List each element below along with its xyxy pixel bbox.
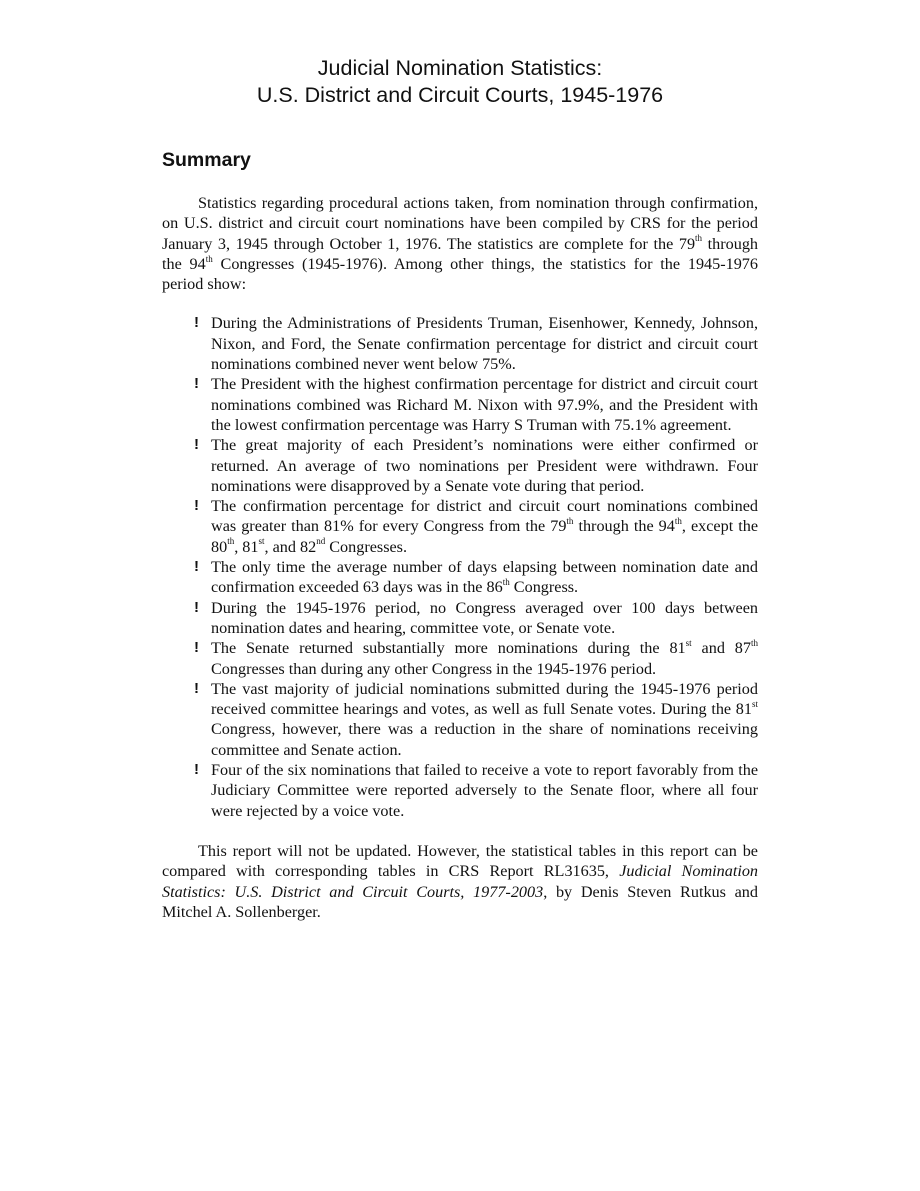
finding-text: The Senate returned substantially more nominations during the 81	[211, 639, 686, 658]
summary-intro-paragraph	[162, 193, 758, 294]
ordinal-suffix: th	[674, 516, 682, 527]
finding-text: During the 1945-1976 period, no Congress averaged over 100 days between nomination dates and hearing, committee vote, or Senate vote.	[211, 598, 758, 637]
exclamation-bullet-icon: !	[194, 598, 199, 616]
finding-text: The great majority of each President’s nominations were either confirmed or returned. An average of two nominations per President were withdrawn. Four nominations were disapproved by a Senate vote during that period.	[211, 436, 758, 495]
intro-text-2: through the 94	[162, 234, 759, 273]
exclamation-bullet-icon: !	[194, 375, 199, 393]
ordinal-suffix: st	[258, 536, 265, 547]
exclamation-bullet-icon: !	[194, 679, 199, 697]
finding-text: The confirmation percentage for district and circuit court nominations combined was greater than 81% for every Congress from the 79	[211, 497, 758, 536]
related-report-title: Judicial Nomination Statistics: U.S. District and Circuit Courts, 1977-2003	[162, 862, 759, 901]
findings-list	[162, 313, 758, 820]
intro-ordinal-2: th	[205, 253, 213, 264]
list-item	[162, 496, 758, 557]
report-page	[162, 55, 758, 922]
list-item	[162, 598, 758, 639]
closing-paragraph	[162, 841, 758, 922]
closing-text-1: This report will not be updated. However, the statistical tables in this report can be compared with corresponding tables in CRS Report RL31635,	[162, 841, 758, 881]
finding-text: Congresses.	[325, 537, 408, 556]
ordinal-suffix: th	[566, 516, 574, 527]
title-line-2: U.S. District and Circuit Courts, 1945-1976	[256, 83, 664, 107]
list-item	[162, 313, 758, 374]
exclamation-bullet-icon: !	[194, 761, 199, 779]
summary-heading: Summary	[162, 149, 251, 171]
finding-text: and 87	[691, 639, 751, 658]
ordinal-suffix: th	[750, 637, 758, 648]
list-item	[162, 679, 758, 760]
exclamation-bullet-icon: !	[194, 436, 199, 454]
exclamation-bullet-icon: !	[194, 639, 199, 657]
finding-text: Congress.	[509, 578, 579, 597]
exclamation-bullet-icon: !	[194, 497, 199, 515]
finding-text: through the 94	[573, 517, 675, 536]
finding-text: , except the 80	[211, 517, 758, 556]
finding-text: Congresses than during any other Congress in the 1945-1976 period.	[211, 659, 657, 678]
finding-text: The President with the highest confirmation percentage for district and circuit court nominations combined was Richard M. Nixon with 97.9%, and the President with the lowest confirmation percentage was Harry S Truman with 75.1% agreement.	[211, 375, 758, 434]
report-title	[162, 55, 758, 109]
finding-text: , 81	[234, 537, 259, 556]
closing-text-2: , by Denis Steven Rutkus and Mitchel A. Sollenberger.	[162, 882, 758, 921]
list-item	[162, 638, 758, 679]
intro-text-1: Statistics regarding procedural actions taken, from nomination through confirmation, on U.S. district and circuit court nominations have been compiled by CRS for the period January 3, 1945 through October 1, 1976. The statistics are complete for the 79	[162, 194, 758, 253]
list-item	[162, 557, 758, 598]
finding-text: Congress, however, there was a reduction in the share of nominations receiving committee and Senate action.	[211, 720, 758, 759]
ordinal-suffix: th	[227, 536, 235, 547]
list-item	[162, 760, 758, 821]
intro-ordinal-1: th	[695, 233, 703, 244]
finding-text: The vast majority of judicial nominations submitted during the 1945-1976 period received committee hearings and votes, as well as full Senate votes. During the 81	[211, 679, 758, 719]
list-item	[162, 435, 758, 496]
title-line-1: Judicial Nomination Statistics:	[317, 56, 603, 80]
exclamation-bullet-icon: !	[194, 314, 199, 332]
exclamation-bullet-icon: !	[194, 558, 199, 576]
ordinal-suffix: th	[502, 576, 510, 587]
finding-text: , and 82	[264, 537, 317, 556]
ordinal-suffix: st	[685, 637, 692, 648]
finding-text: The only time the average number of days elapsing between nomination date and confirmation exceeded 63 days was in the 86	[211, 558, 758, 597]
finding-text: Four of the six nominations that failed to receive a vote to report favorably from the Judiciary Committee were reported adversely to the Senate floor, where all four were rejected by a voice vote.	[211, 761, 758, 820]
finding-text: During the Administrations of Presidents Truman, Eisenhower, Kennedy, Johnson, Nixon, and Ford, the Senate confirmation percentage for district and circuit court nominations combined never went below 75%.	[211, 314, 758, 374]
list-item	[162, 374, 758, 435]
ordinal-suffix: st	[751, 698, 758, 709]
intro-text-3: Congresses (1945-1976). Among other things, the statistics for the 1945-1976 period show:	[162, 254, 758, 294]
ordinal-suffix: nd	[316, 536, 326, 547]
